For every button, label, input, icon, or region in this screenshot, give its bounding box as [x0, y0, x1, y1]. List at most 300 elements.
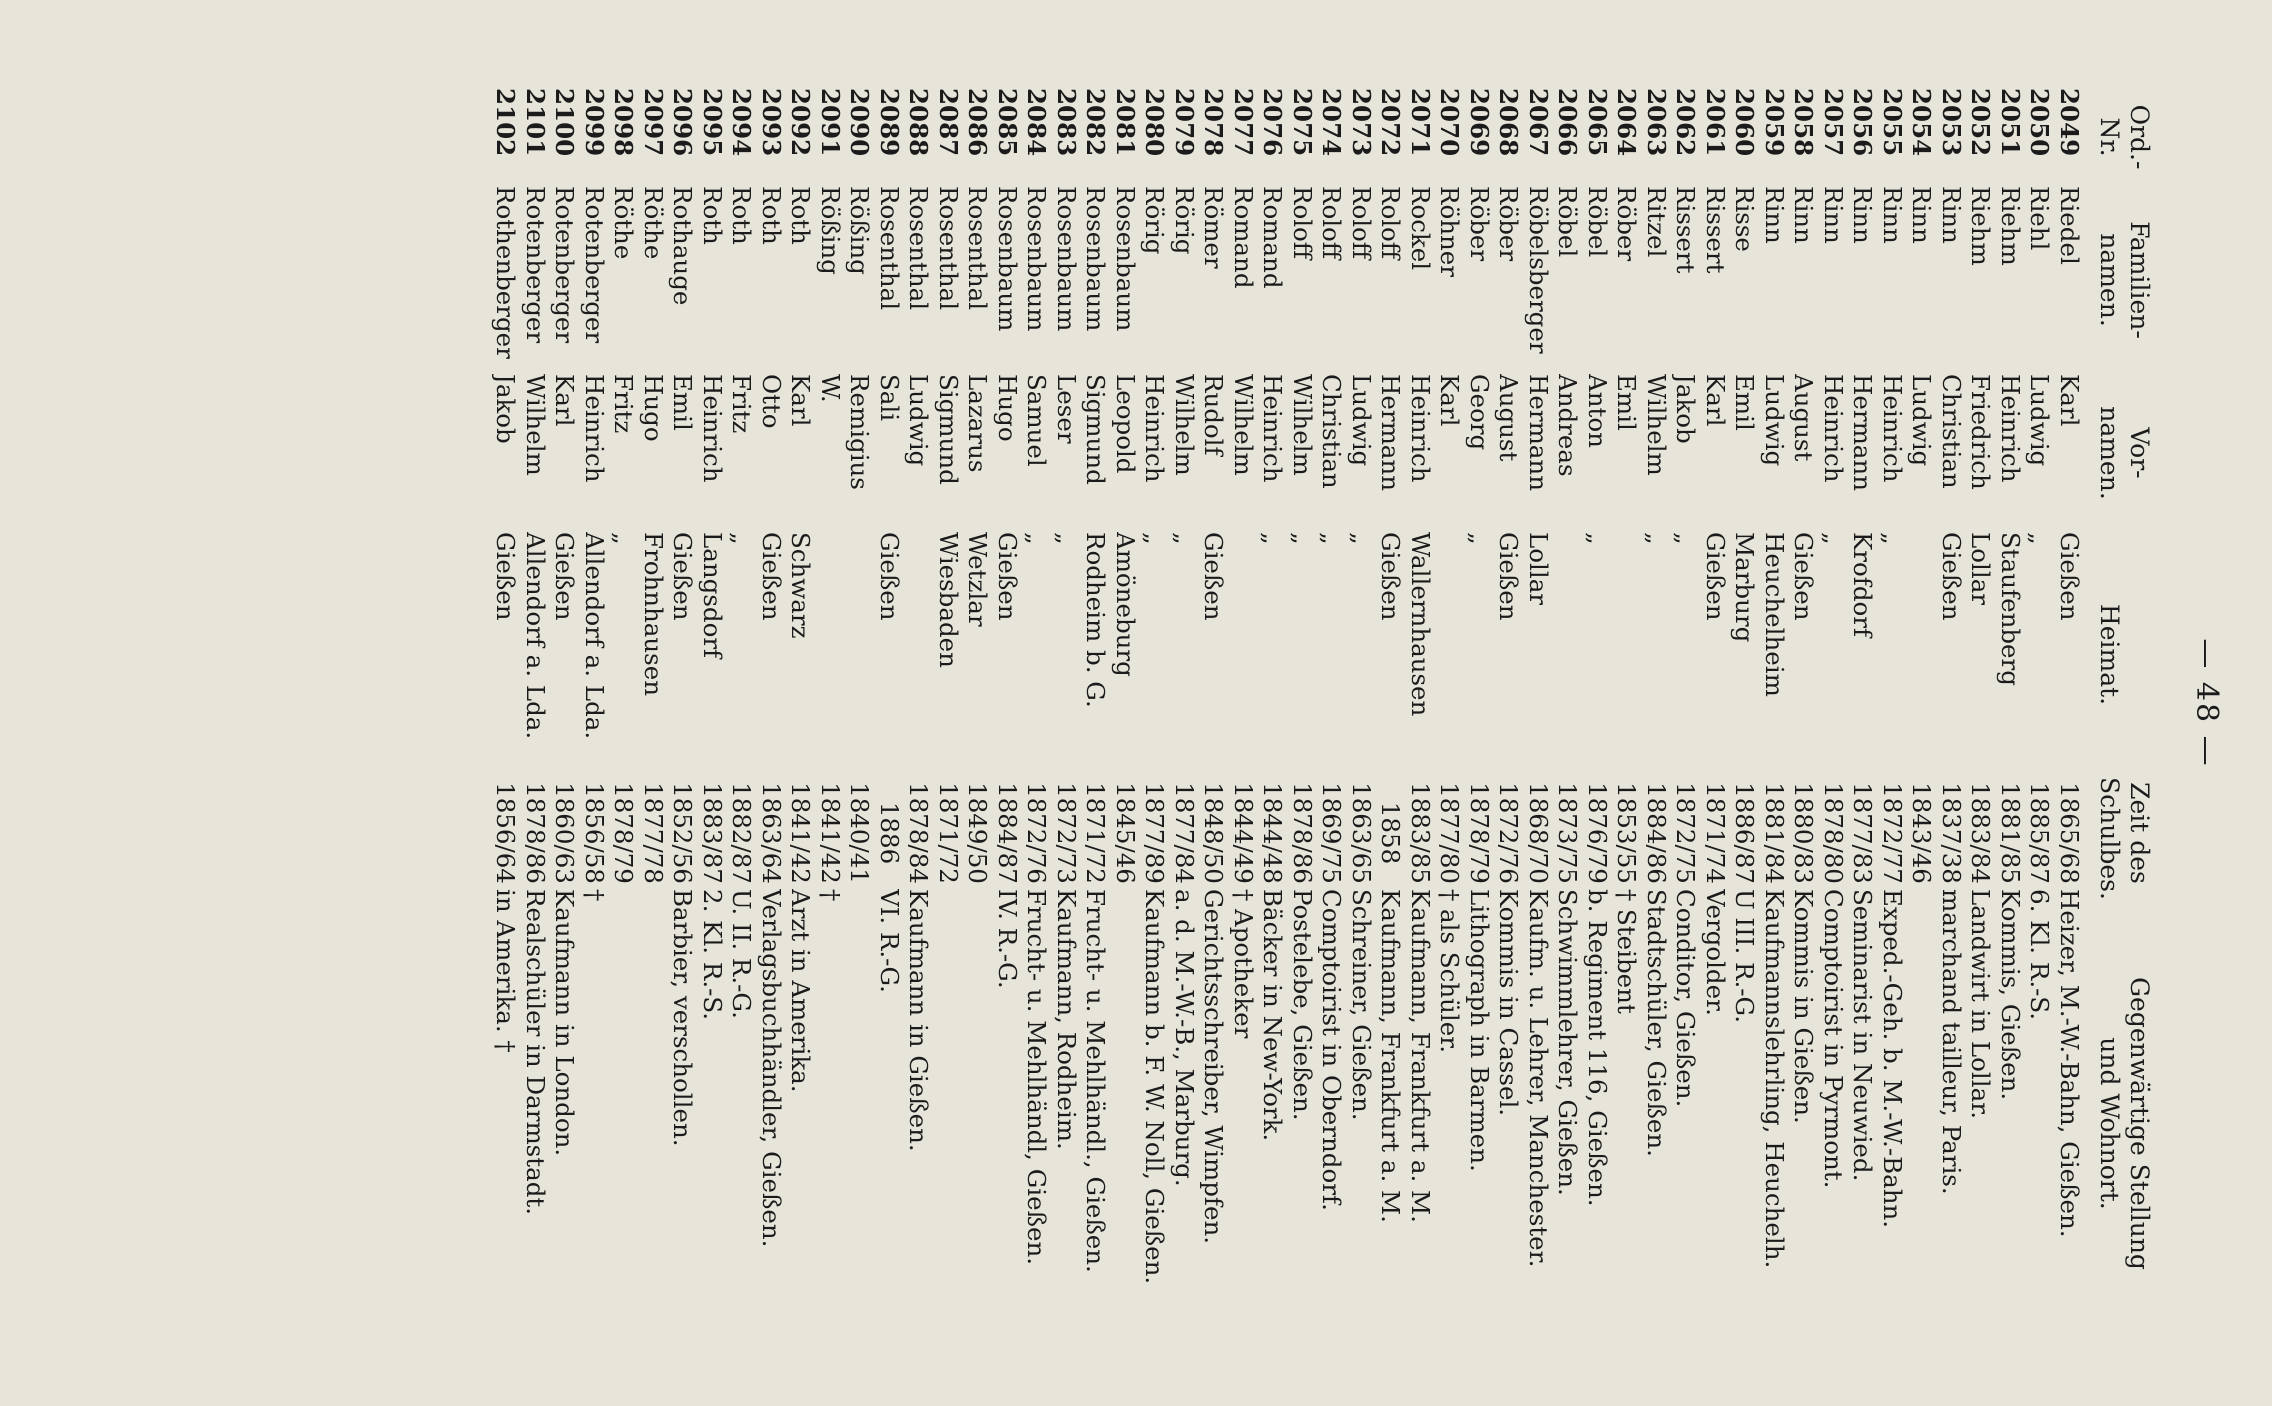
table-row [1524, 88, 1554, 1358]
row-number: 2095 [698, 88, 727, 157]
status-cell [1111, 889, 1141, 1358]
given-name-cell: Wilhelm [521, 374, 550, 476]
school-period-cell: 1853/55 [1612, 782, 1642, 884]
table-row [1848, 88, 1878, 1358]
family-name-cell: Rissert [1671, 186, 1701, 274]
home-cell: „ [1878, 532, 1907, 545]
header-given-name [2084, 374, 2154, 532]
school-period-cell: 1876/79 [1583, 782, 1612, 884]
row-number: 2083 [1052, 88, 1081, 157]
table-row [845, 88, 875, 1358]
given-name-cell: Sigmund [934, 374, 963, 485]
home-cell: „ [1022, 532, 1052, 545]
table-row [1347, 88, 1377, 1358]
family-name-cell: Röber [1494, 186, 1524, 262]
home-cell: Gießen [1376, 532, 1406, 621]
row-number: 2050 [2025, 88, 2055, 157]
home-cell: „ [1465, 532, 1494, 545]
family-name-cell: Röthe [639, 186, 668, 260]
school-period-cell: 1837/38 [1937, 782, 1966, 884]
table-row [2025, 88, 2055, 1358]
given-name-cell: Leser [1052, 374, 1081, 444]
family-name-cell: Rosenbaum [1111, 186, 1140, 332]
status-cell: Kommis in Gießen. [1789, 889, 1819, 1124]
given-name-cell: Friedrich [1966, 374, 1996, 490]
row-number: 2102 [491, 88, 521, 157]
given-name-cell: Hugo [993, 374, 1022, 442]
home-cell: „ [1140, 532, 1170, 545]
table-row [1878, 88, 1908, 1358]
row-number: 2094 [727, 88, 757, 157]
given-name-cell: Sigmund [1081, 374, 1111, 485]
row-number: 2055 [1878, 88, 1907, 157]
home-cell [904, 532, 934, 777]
table-row [1376, 88, 1406, 1358]
home-cell: „ [1052, 532, 1081, 545]
school-period-cell: 1871/72 [934, 782, 963, 884]
school-period-cell: 1871/72 [1081, 782, 1111, 884]
status-cell: Postelebe, Gießen. [1288, 889, 1317, 1121]
family-name-cell: Riedel [2055, 186, 2084, 265]
table-row [1465, 88, 1495, 1358]
school-period-cell: 1884/87 [993, 782, 1022, 884]
given-name-cell: Lazarus [963, 374, 993, 473]
given-name-cell: Wilhelm [1229, 374, 1258, 476]
family-name-cell: Rinn [1878, 186, 1907, 244]
family-name-cell: Röbel [1583, 186, 1612, 258]
table-row [1288, 88, 1318, 1358]
family-name-cell: Roth [698, 186, 727, 245]
family-name-cell: Roth [727, 186, 757, 245]
table-row [1612, 88, 1642, 1358]
row-number: 2059 [1760, 88, 1789, 157]
given-name-cell: Rudolf [1199, 374, 1229, 456]
family-name-cell: Rosenthal [934, 186, 963, 311]
home-cell: Schwarz [786, 532, 816, 639]
header-status [2084, 889, 2154, 1358]
given-name-cell: Fritz [727, 374, 757, 434]
given-name-cell: Wilhelm [1170, 374, 1199, 476]
given-name-cell: Karl [550, 374, 580, 427]
status-cell [639, 889, 669, 1358]
row-number: 2093 [757, 88, 786, 157]
given-name-cell: Ludwig [904, 374, 934, 467]
status-cell: Stadtschüler, Gießen. [1642, 889, 1671, 1157]
row-number: 2086 [963, 88, 993, 157]
table-row [934, 88, 964, 1358]
family-name-cell: Rothauge [668, 186, 698, 306]
given-name-cell: August [1789, 374, 1819, 462]
family-name-cell: Riehl [2025, 186, 2055, 251]
home-cell: Gießen [1789, 532, 1819, 621]
given-name-cell: Hermann [1524, 374, 1553, 491]
row-number: 2051 [1996, 88, 2025, 157]
status-cell: Landwirt in Lollar. [1966, 889, 1996, 1119]
status-cell: 2. Kl. R.-S. [698, 889, 727, 1021]
school-period-cell: 1878/80 [1819, 782, 1848, 884]
school-period-cell: 1883/87 [698, 782, 727, 884]
status-cell: Schreiner, Gießen. [1347, 889, 1376, 1121]
given-name-cell: Hermann [1848, 374, 1878, 491]
family-name-cell: Roloff [1317, 186, 1347, 260]
family-name-cell: Röhner [1435, 186, 1465, 277]
school-period-cell: 1877/80 [1435, 782, 1465, 884]
status-cell: in Amerika. † [491, 889, 521, 1053]
status-cell: Kaufmann in London. [550, 889, 580, 1157]
table-row [993, 88, 1023, 1358]
family-name-cell: Rissert [1701, 186, 1730, 274]
school-period-cell: 1878/79 [609, 782, 639, 884]
family-name-cell: Rosenthal [963, 186, 993, 311]
table-row [491, 88, 521, 1358]
status-cell: † [816, 889, 845, 902]
row-number: 2087 [934, 88, 963, 157]
family-name-cell: Rinn [1937, 186, 1966, 244]
school-period-cell: 1873/75 [1553, 782, 1583, 884]
given-name-cell: Heinrich [698, 374, 727, 483]
row-number: 2097 [639, 88, 668, 157]
given-name-cell: Karl [1701, 374, 1730, 427]
row-number: 2061 [1701, 88, 1730, 157]
family-name-cell: Rosenbaum [1022, 186, 1052, 332]
given-name-cell: Sali [875, 374, 904, 422]
given-name-cell: Remigius [845, 374, 875, 490]
table-row [580, 88, 610, 1358]
row-number: 2078 [1199, 88, 1229, 157]
family-name-cell: Röbel [1553, 186, 1583, 258]
table-row [1671, 88, 1701, 1358]
status-cell: Seminarist in Neuwied. [1848, 889, 1878, 1182]
table-row [1052, 88, 1082, 1358]
school-period-cell: 1865/68 [2055, 782, 2084, 884]
given-name-cell: W. [816, 374, 845, 403]
school-period-cell: 1877/83 [1848, 782, 1878, 884]
home-cell: Lollar [1966, 532, 1996, 606]
row-number: 2071 [1406, 88, 1435, 157]
status-cell: Barbier, verschollen. [668, 889, 698, 1147]
family-name-cell: Rörig [1140, 186, 1170, 255]
row-number: 2075 [1288, 88, 1317, 157]
given-name-cell: Christian [1317, 374, 1347, 489]
school-period-cell: 1878/84 [904, 782, 934, 884]
table-row [1199, 88, 1229, 1358]
table-row [1907, 88, 1937, 1358]
table-row [757, 88, 787, 1358]
row-number: 2072 [1376, 88, 1406, 157]
header-home-text: Heimat. [2095, 603, 2124, 706]
row-number: 2091 [816, 88, 845, 157]
table-row [1435, 88, 1465, 1358]
status-cell: Gerichtsschreiber, Wimpfen. [1199, 889, 1229, 1245]
table-row [1789, 88, 1819, 1358]
header-family-name-text: Familien- namen. [2095, 221, 2154, 339]
home-cell: Wallernhausen [1406, 532, 1435, 717]
table-row [698, 88, 728, 1358]
given-name-cell: Ludwig [2025, 374, 2055, 467]
row-number: 2054 [1907, 88, 1937, 157]
school-period-cell: 1881/85 [1996, 782, 2025, 884]
given-name-cell: Heinrich [1140, 374, 1170, 483]
school-period-cell: 1871/74 [1701, 782, 1730, 884]
home-cell [1612, 532, 1642, 777]
home-cell [1229, 532, 1259, 777]
given-name-cell: Emil [668, 374, 698, 431]
home-cell: „ [1288, 532, 1317, 545]
status-cell: Kaufm. u. Lehrer, Manchester. [1524, 889, 1553, 1268]
school-period-cell: 1877/89 [1140, 782, 1170, 884]
status-cell [934, 889, 964, 1358]
row-number: 2065 [1583, 88, 1612, 157]
school-period-cell: 1840/41 [845, 782, 875, 884]
given-name-cell: Ludwig [1760, 374, 1789, 467]
school-period-cell: 1878/79 [1465, 782, 1494, 884]
school-period-cell: 1868/70 [1524, 782, 1553, 884]
given-name-cell: Fritz [609, 374, 639, 434]
home-cell: „ [609, 532, 639, 545]
status-cell: U. II. R.-G. [727, 889, 757, 1019]
status-cell: † Steibent [1612, 889, 1642, 1014]
school-period-cell: 1883/84 [1966, 782, 1996, 884]
table-row [1111, 88, 1141, 1358]
given-name-cell: Karl [1435, 374, 1465, 427]
status-cell: U III. R.-G. [1730, 889, 1760, 1024]
school-period-cell: 1852/56 [668, 782, 698, 884]
row-number: 2080 [1140, 88, 1170, 157]
status-cell: Kaufmann, Rodheim. [1052, 889, 1081, 1150]
table-row [1996, 88, 2026, 1358]
given-name-cell: Otto [757, 374, 786, 429]
home-cell: „ [1671, 532, 1701, 545]
status-cell: Heizer, M.-W.-Bahn, Gießen. [2055, 889, 2084, 1238]
table-row [1140, 88, 1170, 1358]
row-number: 2062 [1671, 88, 1701, 157]
family-name-cell: Rosenbaum [1052, 186, 1081, 332]
table-row [727, 88, 757, 1358]
home-cell: Langsdorf [698, 532, 727, 659]
given-name-cell: August [1494, 374, 1524, 462]
family-name-cell: Romand [1229, 186, 1258, 289]
status-cell: VI. R.-G. [875, 889, 904, 993]
home-cell: Wiesbaden [934, 532, 963, 668]
home-cell: „ [727, 532, 757, 545]
home-cell: „ [1583, 532, 1612, 545]
table-row [2055, 88, 2085, 1358]
row-number: 2074 [1317, 88, 1347, 157]
given-name-cell: Leopold [1111, 374, 1140, 474]
row-number: 2090 [845, 88, 875, 157]
family-name-cell: Roloff [1376, 186, 1406, 260]
given-name-cell: Ludwig [1907, 374, 1937, 467]
table-row [1170, 88, 1200, 1358]
row-number: 2092 [786, 88, 816, 157]
family-name-cell: Rinn [1819, 186, 1848, 244]
table-row [1760, 88, 1790, 1358]
home-cell: Gießen [993, 532, 1022, 621]
given-name-cell: Hermann [1376, 374, 1406, 491]
family-name-cell: Röbelsberger [1524, 186, 1553, 354]
row-number: 2067 [1524, 88, 1553, 157]
status-cell: Vergolder. [1701, 889, 1730, 1016]
row-number: 2058 [1789, 88, 1819, 157]
table-row [521, 88, 551, 1358]
family-name-cell: Risse [1730, 186, 1760, 252]
school-period-cell: 1872/76 [1494, 782, 1524, 884]
table-row [1022, 88, 1052, 1358]
status-cell: IV. R.-G. [993, 889, 1022, 989]
school-period-cell: 1882/87 [727, 782, 757, 884]
home-cell: Gießen [1199, 532, 1229, 621]
given-name-cell: Heinrich [1996, 374, 2025, 483]
home-cell: Gießen [757, 532, 786, 621]
home-cell: Wetzlar [963, 532, 993, 627]
school-period-cell: 1848/50 [1199, 782, 1229, 884]
status-cell: Kaufmann, Frankfurt a. M. [1406, 889, 1435, 1223]
table-row [1937, 88, 1967, 1358]
family-name-cell: Rotenberger [521, 186, 550, 344]
given-name-cell: Georg [1465, 374, 1494, 451]
given-name-cell: Emil [1730, 374, 1760, 431]
home-cell: Gießen [875, 532, 904, 621]
given-name-cell: Anton [1583, 374, 1612, 448]
header-given-name-text: Vor- namen. [2095, 406, 2154, 500]
status-cell: † [580, 889, 609, 902]
school-period-cell: 1863/65 [1347, 782, 1376, 884]
header-family-name [2084, 186, 2154, 374]
school-period-cell: 1878/86 [521, 782, 550, 884]
row-number: 2081 [1111, 88, 1140, 157]
home-cell: „ [1642, 532, 1671, 545]
status-cell: Schwimmlehrer, Gießen. [1553, 889, 1583, 1196]
table-row [1553, 88, 1583, 1358]
home-cell: Gießen [1494, 532, 1524, 621]
home-cell: Gießen [491, 532, 521, 621]
school-period-cell: 1844/49 [1229, 782, 1258, 884]
row-number: 2068 [1494, 88, 1524, 157]
home-cell: Marburg [1730, 532, 1760, 643]
row-number: 2073 [1347, 88, 1376, 157]
home-cell [816, 532, 846, 777]
home-cell: „ [1347, 532, 1376, 545]
table-row [1229, 88, 1259, 1358]
header-period [2084, 777, 2154, 900]
row-number: 2076 [1258, 88, 1288, 157]
header-home [2084, 532, 2154, 777]
status-cell: Frucht- u. Mehlhändl., Gießen. [1081, 889, 1111, 1273]
header-no-text: Ord.- Nr. [2095, 104, 2154, 170]
school-period-cell: 1878/86 [1288, 782, 1317, 884]
family-name-cell: Roloff [1288, 186, 1317, 260]
family-name-cell: Rockel [1406, 186, 1435, 271]
family-name-cell: Roth [757, 186, 786, 245]
home-cell [1435, 532, 1465, 777]
row-number: 2079 [1170, 88, 1199, 157]
home-cell: Heuchelheim [1760, 532, 1789, 697]
school-period-cell: 1886 [875, 801, 904, 865]
table-row [816, 88, 846, 1358]
home-cell: Gießen [668, 532, 698, 621]
school-period-cell: 1849/50 [963, 782, 993, 884]
given-name-cell: Karl [2055, 374, 2084, 427]
given-name-cell: Wilhelm [1288, 374, 1317, 476]
family-name-cell: Rotenberger [580, 186, 609, 344]
family-name-cell: Rößing [845, 186, 875, 275]
school-period-cell: 1841/42 [786, 782, 816, 884]
table-row [1494, 88, 1524, 1358]
school-period-cell: 1844/48 [1258, 782, 1288, 884]
status-cell: a. d. M.-W.-B., Marburg. [1170, 889, 1199, 1187]
status-cell: Kaufmann in Gießen. [904, 889, 934, 1152]
status-cell: Verlagsbuchhändler, Gießen. [757, 889, 786, 1248]
table-row [1966, 88, 1996, 1358]
table-row [668, 88, 698, 1358]
status-cell [1907, 889, 1937, 1358]
table-row [1406, 88, 1436, 1358]
school-period-cell: 1885/87 [2025, 782, 2055, 884]
table-row [904, 88, 934, 1358]
register-rows [491, 88, 2084, 1358]
family-name-cell: Rosenbaum [1081, 186, 1111, 332]
table-row [786, 88, 816, 1358]
status-cell: Kaufmann, Frankfurt a. M. [1376, 889, 1406, 1223]
home-cell: Gießen [1701, 532, 1730, 621]
row-number: 2057 [1819, 88, 1848, 157]
row-number: 2100 [550, 88, 580, 157]
row-number: 2099 [580, 88, 609, 157]
row-number: 2098 [609, 88, 639, 157]
table-row [1258, 88, 1288, 1358]
school-period-cell: 1843/46 [1907, 782, 1937, 884]
header-row [2084, 88, 2154, 1358]
family-name-cell: Rothenberger [491, 186, 521, 359]
family-name-cell: Rosenthal [875, 186, 904, 311]
family-name-cell: Rinn [1907, 186, 1937, 244]
family-name-cell: Rinn [1760, 186, 1789, 244]
home-cell: „ [1317, 532, 1347, 545]
table-row [875, 88, 905, 1358]
row-number: 2077 [1229, 88, 1258, 157]
row-number: 2063 [1642, 88, 1671, 157]
family-name-cell: Romand [1258, 186, 1288, 289]
row-number: 2070 [1435, 88, 1465, 157]
home-cell: Amöneburg [1111, 532, 1140, 677]
school-period-cell: 1872/76 [1022, 782, 1052, 884]
table-row [1730, 88, 1760, 1358]
family-name-cell: Rinn [1848, 186, 1878, 244]
row-number: 2069 [1465, 88, 1494, 157]
row-number: 2088 [904, 88, 934, 157]
status-cell: † Apotheker [1229, 889, 1258, 1039]
table-row [1642, 88, 1672, 1358]
table-row [550, 88, 580, 1358]
family-name-cell: Römer [1199, 186, 1229, 269]
given-name-cell: Samuel [1022, 374, 1052, 467]
school-period-cell: 1880/83 [1789, 782, 1819, 884]
school-period-cell: 1869/75 [1317, 782, 1347, 884]
family-name-cell: Röber [1465, 186, 1494, 262]
row-number: 2089 [875, 88, 904, 157]
family-name-cell: Riehm [1996, 186, 2025, 266]
family-name-cell: Roth [786, 186, 816, 245]
family-name-cell: Rosenbaum [993, 186, 1022, 332]
status-cell [609, 889, 639, 1358]
home-cell: „ [2025, 532, 2055, 545]
family-name-cell: Rotenberger [550, 186, 580, 344]
family-name-cell: Roloff [1347, 186, 1376, 260]
given-name-cell: Emil [1612, 374, 1642, 431]
table-row [1317, 88, 1347, 1358]
row-number: 2053 [1937, 88, 1966, 157]
status-cell [845, 889, 875, 1358]
